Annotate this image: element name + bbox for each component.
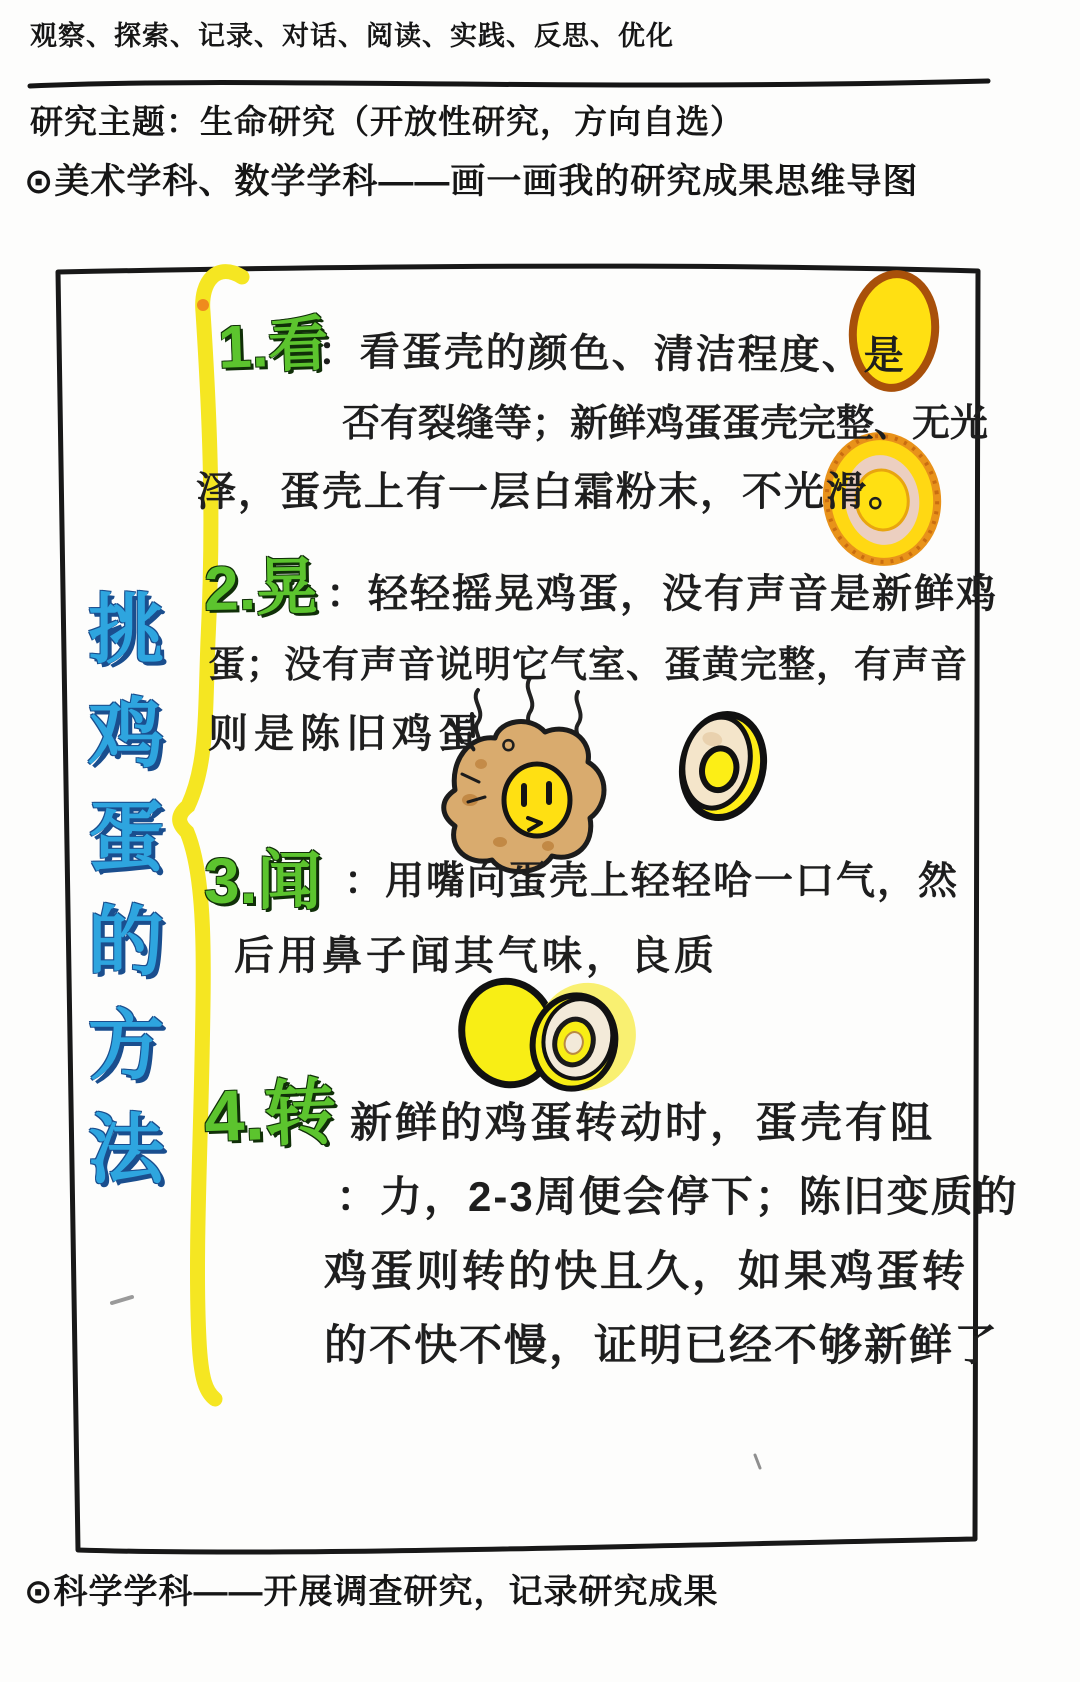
branch-1-line: 泽，蛋壳上有一层白霜粉末，不光滑。 [196, 470, 910, 514]
branch-4-line: ：力，2-3周便会停下；陈旧变质的 [336, 1173, 1019, 1220]
center-topic-vertical [74, 586, 178, 1196]
branch-4-label: 4.转 [202, 1072, 338, 1158]
top-tagline: 观察、探索、记录、对话、阅读、实践、反思、优化 [30, 21, 674, 51]
center-topic-char: 方 [88, 1004, 164, 1089]
center-topic-char: 挑 [88, 588, 164, 673]
center-topic-char: 蛋 [88, 796, 164, 881]
center-topic-char: 的 [88, 900, 164, 985]
science-heading: ⊙科学学科——开展调查研究，记录研究成果 [24, 1573, 719, 1611]
branch-1-label: 1.看 [217, 310, 330, 381]
boiled-egg-half-icon [673, 707, 773, 825]
research-topic-line: 研究主题：生命研究（开放性研究，方向自选） [30, 103, 744, 140]
center-topic-char: 鸡 [88, 692, 164, 777]
art-math-heading: ⊙美术学科、数学学科——画一画我的研究成果思维导图 [24, 162, 919, 201]
branch-4-line: 的不快不慢，证明已经不够新鲜了 [324, 1322, 999, 1370]
center-topic-char: 法 [88, 1108, 164, 1193]
branch-4-line: 鸡蛋则转的快且久，如果鸡蛋转 [324, 1248, 968, 1296]
branch-1-line: ：看蛋壳的颜色、清洁程度、是 [317, 329, 906, 379]
branch-1-line: 否有裂缝等；新鲜鸡蛋蛋壳完整、无光 [342, 403, 989, 445]
header-rule [30, 81, 988, 86]
branch-2-label: 2.晃 [203, 553, 319, 624]
branch-2-line: ：轻轻摇晃鸡蛋，没有声音是新鲜鸡 [326, 572, 998, 616]
branch-4-line: 新鲜的鸡蛋转动时，蛋壳有阻 [350, 1099, 936, 1146]
branch-3-line: 后用鼻子闻其气味，良质 [234, 934, 718, 978]
branch-2-line: 蛋；没有声音说明它气室、蛋黄完整，有声音 [208, 644, 968, 685]
branch-2-line: 则是陈旧鸡蛋 。 [208, 712, 548, 756]
egg-pair-icon [452, 972, 647, 1102]
branch-3-label: 3.闻 [204, 845, 322, 917]
branch-3-line: ：用嘴向蛋壳上轻轻哈一口气，然 [344, 860, 960, 903]
